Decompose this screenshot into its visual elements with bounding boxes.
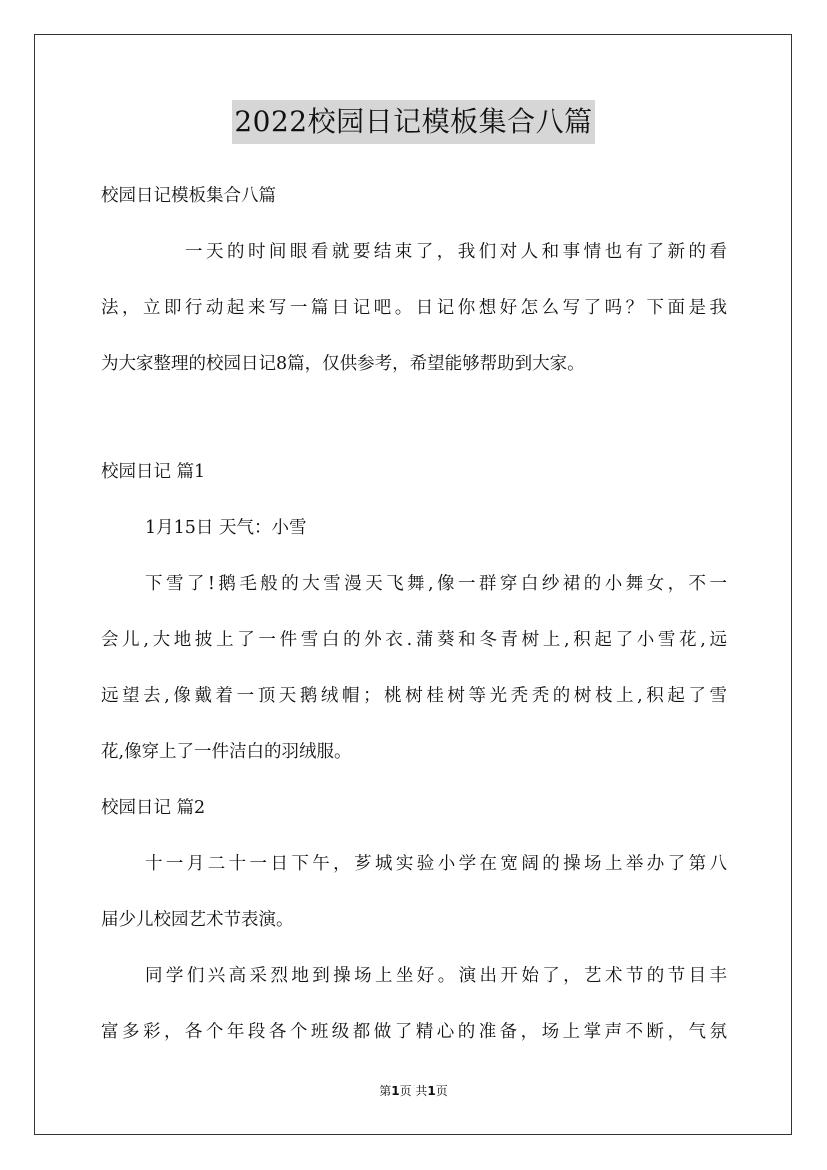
footer-prefix: 第 bbox=[379, 1084, 392, 1098]
page-footer bbox=[0, 1082, 827, 1099]
intro-line-3: 为大家整理的校园日记8篇，仅供参考，希望能够帮助到大家。 bbox=[101, 354, 585, 374]
footer-mid: 页 共 bbox=[399, 1084, 428, 1098]
subtitle: 校园日记模板集合八篇 bbox=[101, 186, 276, 206]
entry1-line-2: 会儿,大地披上了一件雪白的外衣.蒲葵和冬青树上,积起了小雪花,远 bbox=[101, 630, 727, 650]
intro-line-2: 法，立即行动起来写一篇日记吧。日记你想好怎么写了吗？下面是我 bbox=[101, 298, 727, 318]
entry2-heading: 校园日记 篇2 bbox=[101, 798, 206, 818]
title-container bbox=[0, 100, 827, 144]
footer-page-number: 1 bbox=[391, 1084, 400, 1098]
footer-suffix: 页 bbox=[435, 1084, 448, 1098]
entry2-para1-line-1: 十一月二十一日下午，芗城实验小学在宽阔的操场上举办了第八 bbox=[145, 854, 727, 874]
entry1-line-3: 远望去,像戴着一顶天鹅绒帽；桃树桂树等光秃秃的树枝上,积起了雪 bbox=[101, 686, 727, 706]
entry2-para2-line-2: 富多彩，各个年段各个班级都做了精心的准备，场上掌声不断，气氛 bbox=[101, 1022, 727, 1042]
entry2-para1-line-2: 届少儿校园艺术节表演。 bbox=[101, 910, 294, 930]
document-body bbox=[101, 168, 727, 1060]
entry2-para2-line-1: 同学们兴高采烈地到操场上坐好。演出开始了，艺术节的节目丰 bbox=[145, 966, 727, 986]
footer-page-total: 1 bbox=[427, 1084, 436, 1098]
entry1-line-1: 下雪了!鹅毛般的大雪漫天飞舞,像一群穿白纱裙的小舞女，不一 bbox=[145, 574, 727, 594]
intro-line-1: 一天的时间眼看就要结束了，我们对人和事情也有了新的看 bbox=[185, 242, 727, 262]
document-title: 2022校园日记模板集合八篇 bbox=[232, 100, 594, 144]
entry1-line-4: 花,像穿上了一件洁白的羽绒服。 bbox=[101, 742, 352, 762]
entry1-heading: 校园日记 篇1 bbox=[101, 462, 206, 482]
spacer bbox=[101, 392, 727, 444]
entry1-date-line: 1月15日 天气：小雪 bbox=[145, 518, 307, 538]
